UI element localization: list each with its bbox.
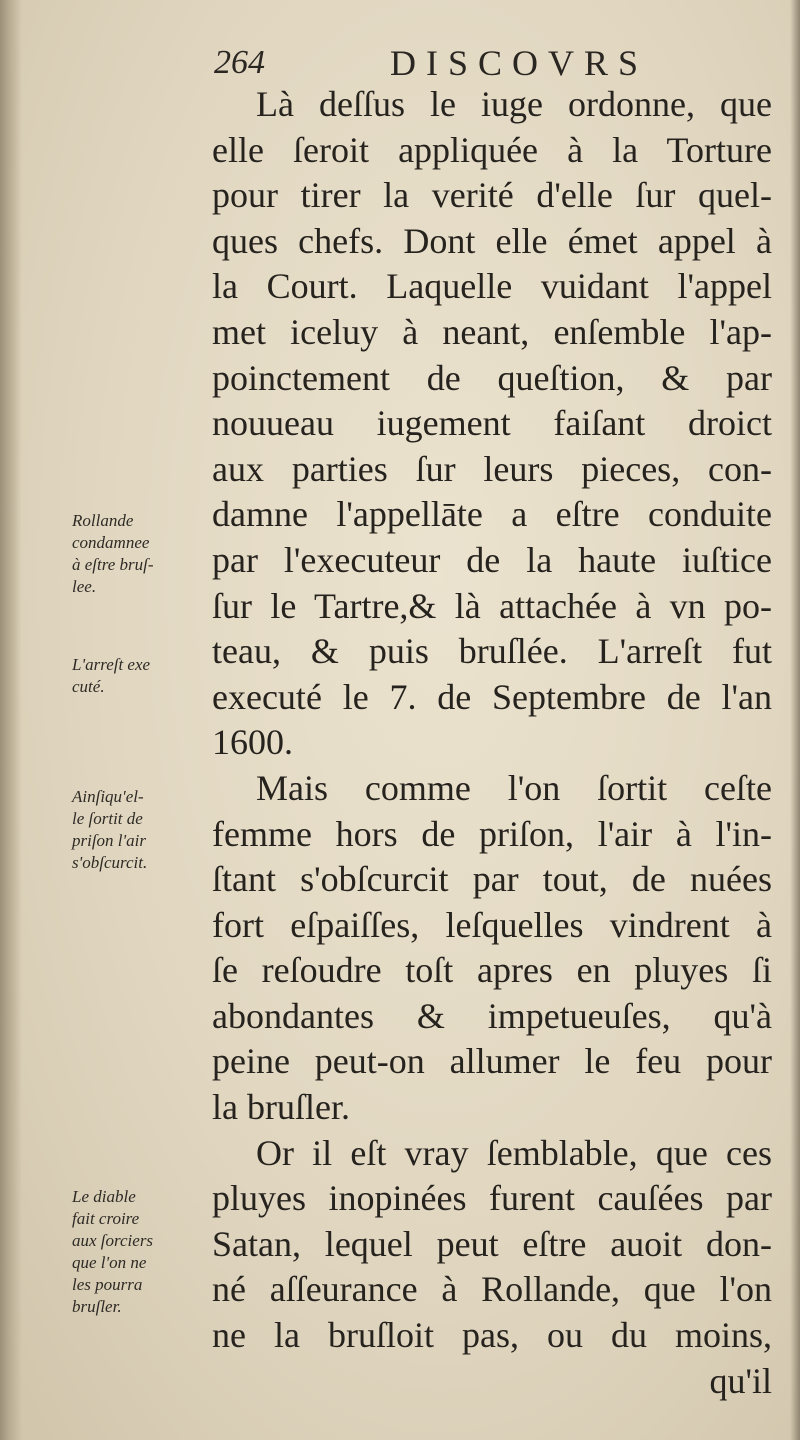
margin-note	[72, 1186, 212, 1318]
text-line: ques chefs. Dont elle émet appel à	[212, 220, 772, 261]
text-line: 1600.	[212, 722, 293, 763]
text-line: nouueau iugement faiſant droict	[212, 403, 772, 444]
text-line: la Court. Laquelle vuidant l'appel	[212, 266, 772, 307]
text-line: pluyes inopinées furent cauſées par	[212, 1178, 772, 1219]
text-line: Or il eſt vray ſemblable, que ces	[256, 1132, 772, 1173]
margin-note-line: priſon l'air	[72, 831, 147, 850]
margin-note-line: fait croire	[72, 1209, 140, 1228]
main-text-block	[212, 82, 772, 1404]
margin-note-line: aux ſorciers	[72, 1231, 154, 1250]
text-line: Mais comme l'on ſortit ceſte	[256, 767, 772, 808]
margin-note-line: bruſler.	[72, 1297, 122, 1316]
margin-note-line: condamnee	[72, 533, 150, 552]
text-line: par l'executeur de la haute iuſtice	[212, 539, 772, 580]
text-line: fort eſpaiſſes, leſquelles vindrent à	[212, 904, 772, 945]
text-line: teau, & puis bruſlée. L'arreſt fut	[212, 631, 772, 672]
text-line: femme hors de priſon, l'air à l'in-	[212, 813, 772, 854]
text-line: ſe reſoudre toſt apres en pluyes ſi	[212, 950, 772, 991]
margin-note	[72, 510, 212, 598]
margin-note-line: s'obſcurcit.	[72, 853, 148, 872]
margin-note	[72, 654, 212, 698]
binding-gutter-shadow	[0, 0, 22, 1440]
text-line: elle ſeroit appliquée à la Torture	[212, 129, 772, 170]
margin-note-line: que l'on ne	[72, 1253, 147, 1272]
text-line: Satan, lequel peut eſtre auoit don-	[212, 1223, 772, 1264]
text-line: abondantes & impetueuſes, qu'à	[212, 995, 772, 1036]
text-line: peine peut-on allumer le feu pour	[212, 1041, 772, 1082]
text-line: pour tirer la verité d'elle ſur quel-	[212, 175, 772, 216]
text-line: damne l'appellāte a eſtre conduite	[212, 494, 772, 535]
text-line: ſur le Tartre,& là attachée à vn po-	[212, 585, 772, 626]
margin-note-line: cuté.	[72, 677, 105, 696]
margin-note-line: lee.	[72, 577, 97, 596]
margin-note	[72, 786, 212, 874]
page-edge-shadow	[790, 0, 800, 1440]
margin-note-line: Rollande	[72, 511, 134, 530]
margin-note-line: le ſortit de	[72, 809, 143, 828]
catchword: qu'il	[709, 1360, 772, 1401]
text-line: aux parties ſur leurs pieces, con-	[212, 448, 772, 489]
text-line: poinctement de queſtion, & par	[212, 357, 772, 398]
margin-note-line: Le diable	[72, 1187, 136, 1206]
running-title: DISCOVRS	[390, 43, 649, 83]
text-line: la bruſler.	[212, 1087, 350, 1128]
text-line: ſtant s'obſcurcit par tout, de nuées	[212, 859, 772, 900]
text-line: né aſſeurance à Rollande, que l'on	[212, 1269, 772, 1310]
text-line: met iceluy à neant, enſemble l'ap-	[212, 311, 772, 352]
margin-note-line: L'arreſt exe	[72, 655, 151, 674]
margin-note-line: Ainſiqu'el-	[72, 787, 144, 806]
text-line: ne la bruſloit pas, ou du moins,	[212, 1315, 772, 1356]
page-number: 264	[214, 44, 265, 81]
text-line: executé le 7. de Septembre de l'an	[212, 676, 772, 717]
margin-note-line: à eſtre bruſ-	[72, 555, 154, 574]
margin-note-line: les pourra	[72, 1275, 143, 1294]
text-line: Là deſſus le iuge ordonne, que	[256, 84, 772, 124]
